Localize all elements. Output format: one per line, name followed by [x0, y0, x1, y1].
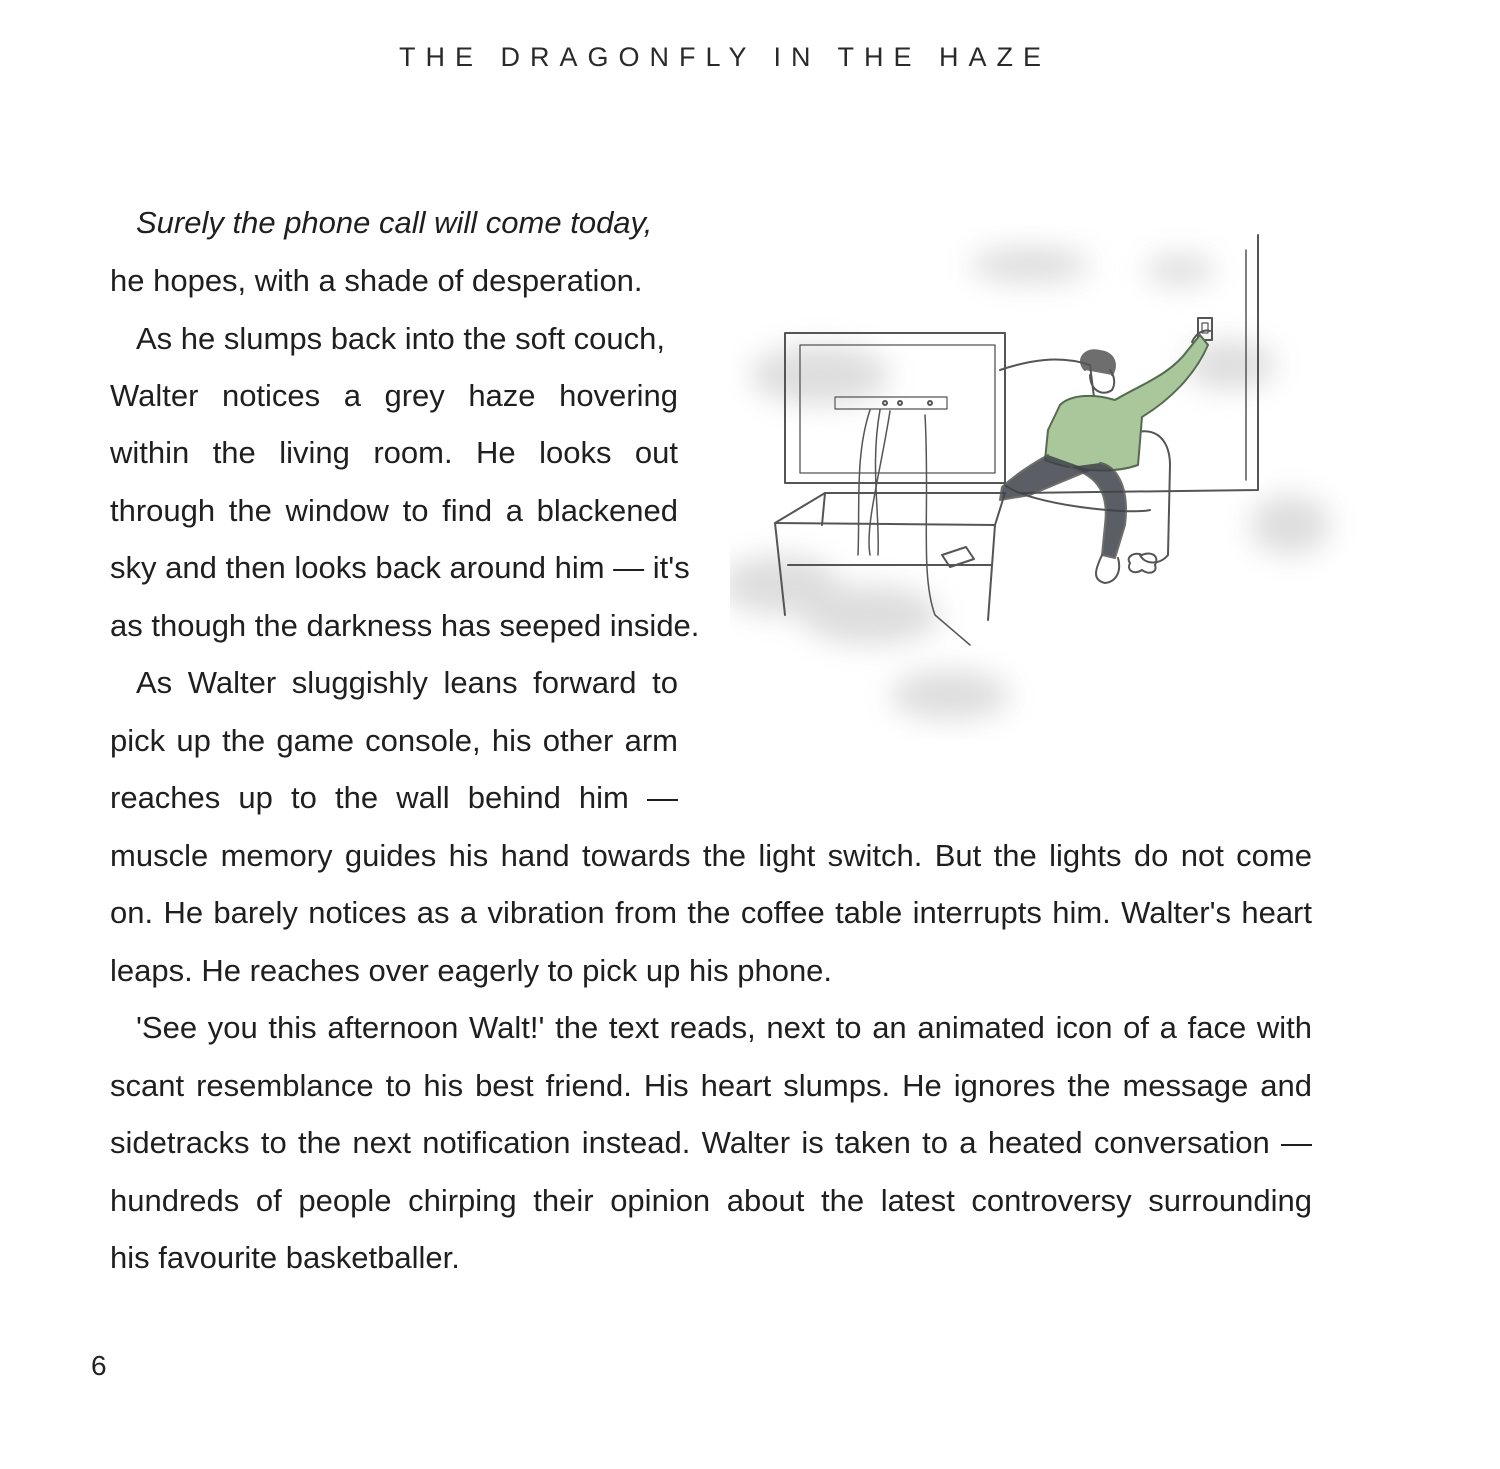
text-line: through the window to find a blackened: [110, 493, 678, 528]
text-line: As he slumps back into the soft couch,: [136, 321, 665, 356]
text-line: scant resemblance to his best friend. His heart slumps. He ignores the message and: [110, 1068, 1312, 1103]
illustration: [730, 225, 1430, 740]
text-line: his favourite basketballer.: [110, 1240, 460, 1275]
text-line: leaps. He reaches over eagerly to pick up his phone.: [110, 953, 833, 988]
text-line: 'See you this afternoon Walt!' the text reads, next to an animated icon of a face with: [136, 1010, 1312, 1045]
text-line: sidetracks to the next notification instead. Walter is taken to a heated conversation —: [110, 1125, 1312, 1160]
text-line: hundreds of people chirping their opinion about the latest controversy surrounding: [110, 1183, 1312, 1218]
text-line: reaches up to the wall behind him —: [110, 780, 678, 815]
text-line: within the living room. He looks out: [110, 435, 678, 470]
text-line: he hopes, with a shade of desperation.: [110, 263, 643, 298]
text-line: Surely the phone call will come today,: [136, 205, 653, 240]
running-head: THE DRAGONFLY IN THE HAZE: [398, 42, 1052, 72]
text-line: muscle memory guides his hand towards the light switch. But the lights do not come: [110, 838, 1312, 873]
text-line: pick up the game console, his other arm: [110, 723, 678, 758]
text-line: on. He barely notices as a vibration from the coffee table interrupts him. Walter's heart: [110, 895, 1312, 930]
page-number: 6: [91, 1350, 107, 1381]
text-line: As Walter sluggishly leans forward to: [136, 665, 678, 700]
text-line: Walter notices a grey haze hovering: [110, 378, 678, 413]
person-figure: [1000, 330, 1210, 583]
text-line: as though the darkness has seeped inside.: [110, 608, 700, 643]
text-line: sky and then looks back around him — it's: [110, 550, 690, 585]
